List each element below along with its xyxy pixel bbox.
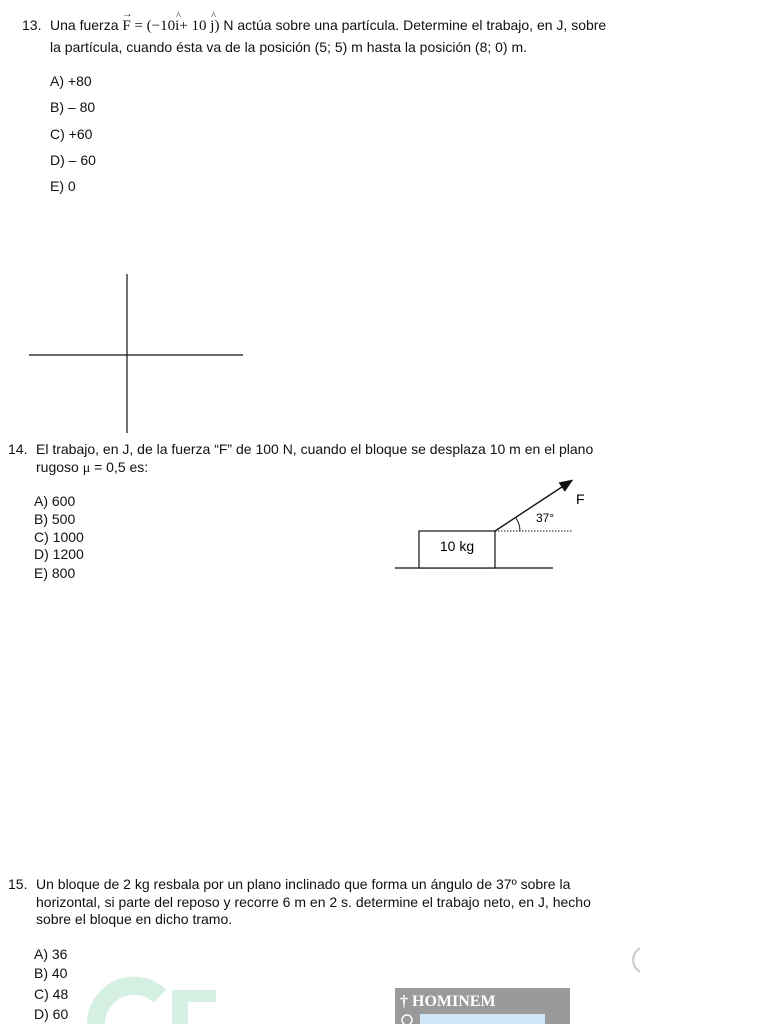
option-d: D) – 60 [50, 152, 96, 168]
watermark-logo-text: † HOMINEM [400, 993, 496, 1010]
question-text-line: horizontal, si parte del reposo y recorre 6 m en 2 s. determine el trabajo neto, en J, hecho [36, 894, 591, 910]
force-label: F [576, 491, 585, 507]
option-e: E) 800 [34, 565, 76, 581]
question-text-line: El trabajo, en J, de la fuerza “F” de 100 N, cuando el bloque se desplaza 10 m en el plano [36, 441, 594, 457]
angle-label: 37° [536, 511, 555, 525]
option-c: C) +60 [50, 126, 93, 142]
option-a: A) +80 [50, 73, 92, 89]
vector-part: = (−10 [134, 18, 176, 34]
vector-part: + 10 [179, 18, 207, 34]
question-number: 13. [22, 17, 42, 33]
option-b: B) – 80 [50, 99, 96, 115]
question-number: 15. [8, 876, 28, 892]
watermark-banner-strip [420, 1014, 545, 1024]
watermark-arc [633, 948, 640, 972]
vector-part: ) [214, 18, 220, 34]
block-label: 10 kg [439, 538, 475, 554]
question-number: 14. [8, 441, 28, 457]
option-c: C) 48 [34, 986, 69, 1002]
unit-vector-i: ^ i [175, 17, 179, 35]
option-c: C) 1000 [34, 529, 84, 545]
question-text: = 0,5 es: [90, 459, 149, 475]
question-text: Una fuerza [50, 17, 123, 33]
watermark-logo-c [96, 986, 160, 1024]
watermark-logo-e-bar [172, 990, 216, 1002]
option-b: B) 40 [34, 965, 68, 981]
question-text-line: la partícula, cuando ésta va de la posición (5; 5) m hasta la posición (8; 0) m. [50, 39, 528, 55]
friction-symbol: μ [82, 461, 91, 476]
question-text: N actúa sobre una partícula. Determine el trabajo, en J, sobre [219, 17, 607, 33]
vector-f: → F [122, 17, 130, 35]
question-text: rugoso [36, 459, 83, 475]
option-e: E) 0 [50, 178, 76, 194]
option-a: A) 36 [34, 946, 68, 962]
unit-vector-j: ^ j [210, 17, 214, 35]
question-text-line: sobre el bloque en dicho tramo. [36, 911, 233, 927]
option-d: D) 60 [34, 1006, 69, 1022]
option-b: B) 500 [34, 511, 76, 527]
option-d: D) 1200 [34, 546, 84, 562]
option-a: A) 600 [34, 493, 76, 509]
question-text-line: Un bloque de 2 kg resbala por un plano inclinado que forma un ángulo de 37º sobre la [36, 876, 571, 892]
